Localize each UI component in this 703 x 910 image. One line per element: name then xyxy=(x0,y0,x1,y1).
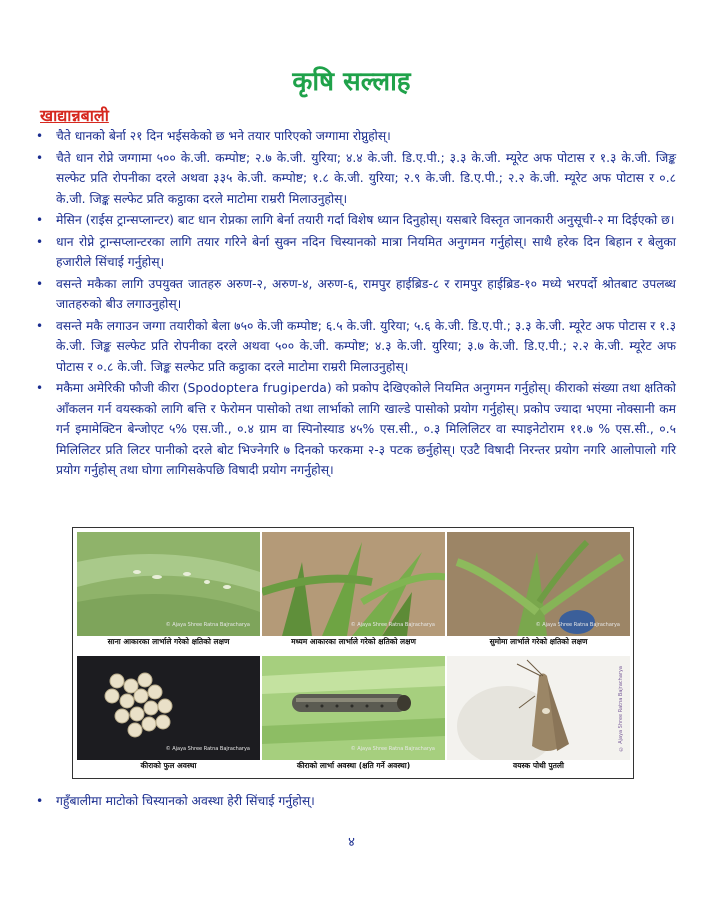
list-item-text: मकैमा अमेरिकी फौजी कीरा (Spodoptera frugiperda) को प्रकोप देखिएकोले नियमित अनुगमन गर्नुहोस्। कीराको संख्या तथा क्षतिको आँकलन गर्न वयस्कको लागि बत्ति र फेरोमन पासोको तथा लार्भाको लागि खाल्डे पासोको प्रयोग गर्नुहोस्। प्रकोप ज्यादा भएमा नोक्सानी कम गर्न इमामेक्टिन बेन्जोएट ५% एस.जी., ०.४ ग्राम वा स्पिनोस्याड ४५% एस.सी., ०.३ मिलिलिटर वा स्पाइनेटोराम ११.७ % एस.सी., ०.५ मिलिलिटर प्रति लिटर पानीको दरले बोट भिज्नेगरि ७ दिनको फरकमा २-३ पटक छर्नुहोस्। एउटै विषादी निरन्तर प्रयोग नगरि आलोपालो गरि प्रयोग गर्नुहोस् तथा घोगा लागिसकेपछि विषादी प्रयोग नगर्नुहोस्। xyxy=(56,381,676,477)
bullet-icon: • xyxy=(36,276,44,291)
insect-eggs-image xyxy=(77,656,260,760)
photo-watermark: © Ajaya Shree Ratna Bajracharya xyxy=(165,622,250,628)
list-item xyxy=(36,791,676,811)
list-item-text: चैते धान रोप्ने जग्गामा ५०० के.जी. कम्पोष्ट; २.७ के.जी. युरिया; ४.४ के.जी. डि.ए.पी.; ३.३ के.जी. म्यूरेट अफ पोटास र १.३ के.जी. जिङ्क सल्फेट प्रति रोपनीका दरले अथवा ३३५ के.जी. कम्पोष्ट; १.८ के.जी. युरिया; २.९ के.जी. डि.ए.पी.; २.२ के.जी. म्यूरेट अफ पोटास र ०.८ के.जी. जिङ्क सल्फेट प्रति कट्ठाका दरले माटोमा राम्ररी मिलाउनुहोस्। xyxy=(56,150,676,206)
photo-cell xyxy=(447,656,630,772)
list-item xyxy=(36,274,676,315)
photo-caption: कीराको लार्भा अवस्था (क्षति गर्ने अवस्था) xyxy=(296,761,411,770)
pest-photo-grid xyxy=(72,527,634,779)
page-title: कृषि सल्लाह xyxy=(292,67,411,97)
list-item-text: चैते धानको बेर्ना २१ दिन भईसकेको छ भने तयार पारिएको जग्गामा रोप्नुहोस्। xyxy=(56,129,391,143)
maize-field-damage-image xyxy=(262,532,445,636)
list-item-text: धान रोप्ने ट्रान्सप्लान्टरका लागि तयार गरिने बेर्ना सुक्न नदिन चिस्यानको मात्रा नियमित अनुगमन गर्नुहोस्। साथै हरेक दिन बिहान र बेलुका हजारीले सिंचाई गर्नुहोस्। xyxy=(56,234,676,269)
maize-leaf-damage-image xyxy=(77,532,260,636)
list-item-text: मेसिन (राईस ट्रान्सप्लान्टर) बाट धान रोप्नका लागि बेर्ना तयारी गर्दा विशेष ध्यान दिनुहोस्। यसबारे विस्तृत जानकारी अनुसूची-२ मा दिईएको छ। xyxy=(56,213,675,227)
list-item-text: वसन्ते मकै लगाउन जग्गा तयारीको बेला ७५० के.जी कम्पोष्ट; ६.५ के.जी. युरिया; ५.६ के.जी. डि.ए.पी.; ३.३ के.जी. म्यूरेट अफ पोटास र १.३ के.जी. जिङ्क सल्फेट प्रति रोपनीका दरले अथवा ५०० के.जी. कम्पोष्ट; ४.३ के.जी. युरिया; ३.७ के.जी. डि.ए.पी.; २.२ के.जी. म्यूरेट अफ पोटास र ०.८ के.जी. जिङ्क सल्फेट प्रति कट्ठाका दरले माटोमा राम्ररी मिलाउनुहोस्। xyxy=(56,318,676,374)
photo-caption: कीराको फुल अवस्था xyxy=(140,761,197,770)
photo-cell xyxy=(262,532,445,648)
bullet-icon: • xyxy=(36,129,44,143)
adult-moth-image xyxy=(447,656,630,760)
list-item xyxy=(36,316,676,378)
bullet-icon: • xyxy=(36,234,44,249)
advice-list xyxy=(36,126,676,482)
photo-watermark: © Ajaya Shree Ratna Bajracharya xyxy=(535,622,620,628)
page-number: ४ xyxy=(348,835,355,850)
list-item xyxy=(36,126,676,147)
list-item-text: गहुँबालीमा माटोको चिस्यानको अवस्था हेरी सिंचाई गर्नुहोस्। xyxy=(56,794,315,808)
photo-watermark: © Ajaya Shree Ratna Bajracharya xyxy=(350,622,435,628)
list-item xyxy=(36,232,676,273)
bullet-icon: • xyxy=(36,794,44,808)
maize-whorl-damage-image xyxy=(447,532,630,636)
list-item-text: वसन्ते मकैका लागि उपयुक्त जातहरु अरुण-२, अरुण-४, अरुण-६, रामपुर हाईब्रिड-८ र रामपुर हाईब्रिड-१० मध्ये भरपर्दो श्रोतबाट उपलब्ध जातहरुको बीउ लगाउनुहोस्। xyxy=(56,276,676,311)
photo-watermark: © Ajaya Shree Ratna Bajracharya xyxy=(618,666,624,752)
photo-caption: साना आकारका लार्भाले गरेको क्षतिको लक्षण xyxy=(107,637,230,646)
photo-cell xyxy=(262,656,445,772)
photo-watermark: © Ajaya Shree Ratna Bajracharya xyxy=(350,746,435,752)
list-item xyxy=(36,210,676,231)
photo-watermark: © Ajaya Shree Ratna Bajracharya xyxy=(165,746,250,752)
photo-caption: वयस्क पोथी पुतली xyxy=(513,761,564,770)
bullet-icon: • xyxy=(36,318,44,333)
photo-caption: सुमोमा लार्भाले गरेको क्षतिको लक्षण xyxy=(489,637,588,646)
photo-cell xyxy=(77,656,260,772)
list-item xyxy=(36,378,676,481)
bullet-icon: • xyxy=(36,150,44,165)
bullet-icon: • xyxy=(36,213,44,227)
photo-cell xyxy=(77,532,260,648)
bullet-icon: • xyxy=(36,381,44,395)
photo-caption: मध्यम आकारका लार्भाले गरेको क्षतिको लक्षण xyxy=(291,637,416,646)
list-item xyxy=(36,148,676,210)
advice-list-continued xyxy=(36,791,676,811)
insect-larva-image xyxy=(262,656,445,760)
photo-cell xyxy=(447,532,630,648)
section-heading: खाद्यान्नबाली xyxy=(40,106,109,125)
